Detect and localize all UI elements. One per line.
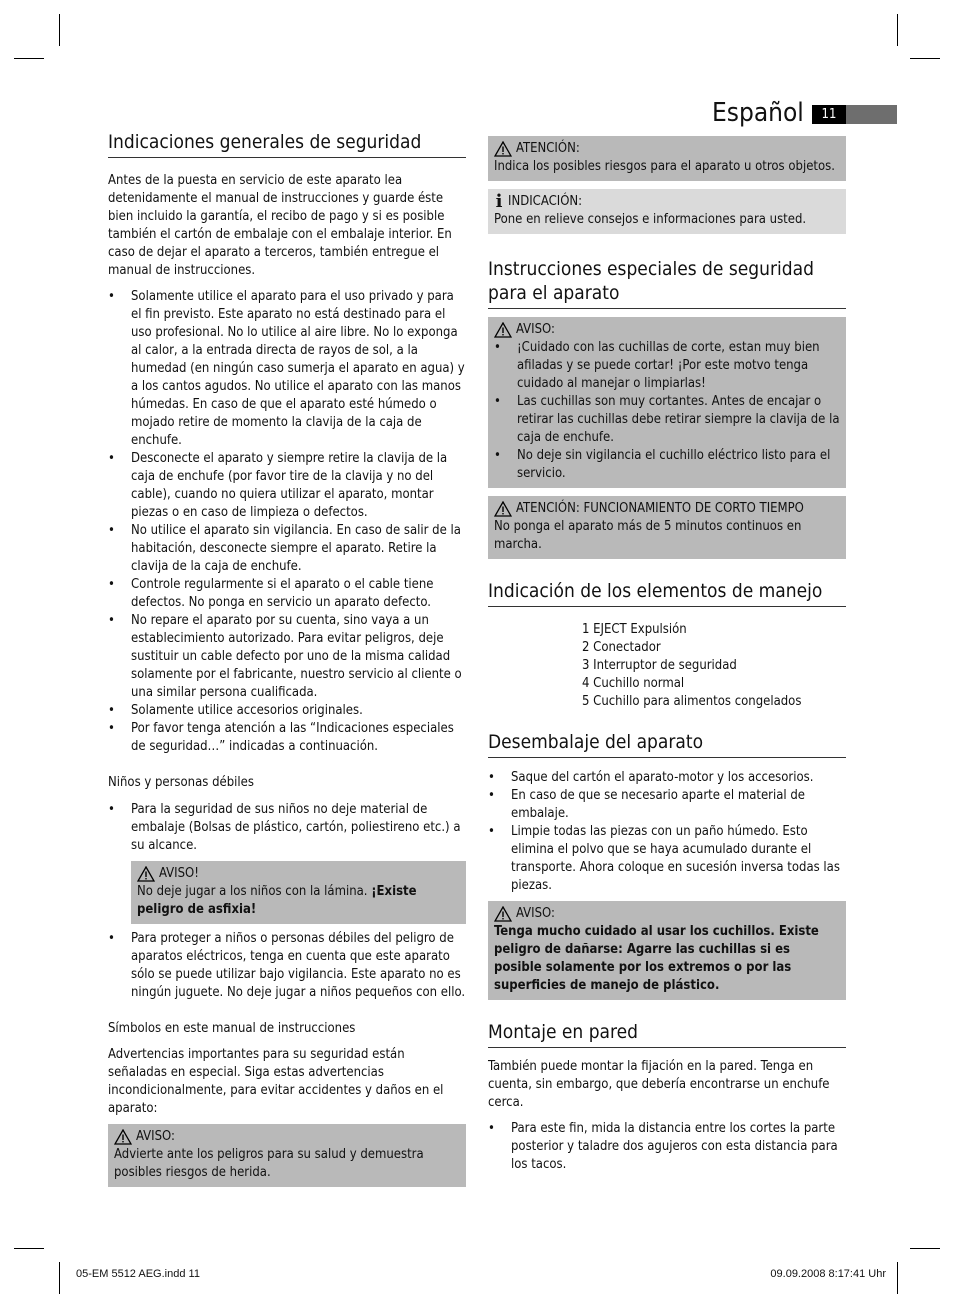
wall-list [488, 1120, 846, 1174]
warning-label: AVISO: [136, 1129, 175, 1144]
list-item: • ¡Cuidado con las cuchillas de corte, estan muy bien afiladas y se puede cortar! ¡Por este motvo tenga cuidado al manejar o limpiarlas! [494, 339, 840, 393]
intro-paragraph: Antes de la puesta en servicio de este aparato lea detenidamente el manual de instrucciones y guarde éste bien incluido la garantía, el recibo de pago y si es posible también el cartón de embalaje con el embalaje interior. En caso de dejar el aparato a terceros, también entregue el manual de instrucciones. [108, 173, 452, 278]
crop-mark [59, 1262, 60, 1294]
list-item: • Saque del cartón el aparato-motor y los accesorios. [488, 769, 846, 787]
crop-mark [14, 58, 44, 59]
list-item: • Para la seguridad de sus niños no deje material de embalaje (Bolsas de plástico, cartón, poliestireno etc.) a su alcance. [108, 801, 466, 855]
symbols-warning-box [108, 1124, 466, 1187]
crop-mark [14, 1248, 44, 1249]
list-item: • No repare el aparato por su cuenta, sino vaya a un establecimiento autorizado. Para evitar peligros, deje sustituir un cable defecto por uno de la misma calidad solamente por el fabricante, nuestro servicio al cliente o una similar persona cualificada. [108, 612, 466, 702]
unpack-warning-box [488, 901, 846, 1000]
list-item: 5 Cuchillo para alimentos congelados [582, 694, 802, 709]
safety-bullet-list [108, 288, 466, 756]
list-item: 2 Conectador [582, 640, 661, 655]
crop-mark [910, 1248, 940, 1249]
list-item: • Solamente utilice accesorios originales. [108, 702, 466, 720]
list-item: 3 Interruptor de seguridad [582, 658, 737, 673]
warning-text: Advierte ante los peligros para su salud y demuestra posibles riesgos de herida. [114, 1147, 424, 1180]
info-icon: i [495, 191, 503, 212]
symbols-subheading: Símbolos en este manual de instrucciones [108, 1021, 356, 1036]
list-item: • Para proteger a niños o personas débiles del peligro de aparatos eléctricos, tenga en cuenta que este aparato sólo se puede utilizar bajo vigilancia. Este aparato no es ningún juguete. No deje jugar a niños pequeños con ello. [108, 930, 466, 1002]
special-warning-list [494, 339, 840, 483]
list-item: 1 EJECT Expulsión [582, 622, 687, 637]
section-title-wall-mounting: Montaje en pared [488, 1020, 846, 1048]
language-title: Español [712, 98, 804, 128]
crop-mark [910, 58, 940, 59]
warning-label: AVISO! [159, 866, 199, 881]
section-title-elements: Indicación de los elementos de manejo [488, 579, 846, 607]
page-number: 11 [812, 105, 846, 124]
list-item: • Solamente utilice el aparato para el uso privado y para el fin previsto. Este aparato no está destinado para el uso profesional. No lo utilice al aire libre. No lo exponga al calor, a la entrada directa de rayos de sol, a la humedad (en ningún caso sumerja el aparato en agua) y a los cantos agudos. No utilice el aparato con las manos húmedas. En caso de que el aparato esté húmedo o mojado retire de momento la clavija de la caja de enchufe. [108, 288, 466, 450]
warning-label: AVISO: [516, 322, 555, 337]
list-item: • Las cuchillas son muy cortantes. Antes de encajar o retirar las cuchillas debe retirar siempre la clavija de la caja de enchufe. [494, 393, 840, 447]
list-item: • No deje sin vigilancia el cuchillo eléctrico listo para el servicio. [494, 447, 840, 483]
footer-date: 09.09.2008 8:17:41 Uhr [770, 1268, 886, 1280]
warning-text: Tenga mucho cuidado al usar los cuchillos. Existe peligro de dañarse: Agarre las cuchillas si es posible solamente por los extremos o por las superficies de manejo de plástico. [494, 924, 819, 993]
children-bullet-list [108, 801, 466, 855]
short-time-box [488, 496, 846, 559]
wall-paragraph: También puede montar la fijación en la pared. Tenga en cuenta, sin embargo, que debería encontrarse un enchufe cerca. [488, 1059, 830, 1110]
indication-label: INDICACIÓN: [508, 194, 583, 209]
attention-box [488, 136, 846, 181]
crop-mark [897, 1262, 898, 1294]
list-item: 4 Cuchillo normal [582, 676, 685, 691]
symbols-paragraph: Advertencias importantes para su seguridad están señaladas en especial. Siga estas advertencias incondicionalmente, para evitar accidentes y daños en el aparato: [108, 1047, 444, 1116]
list-item: • No utilice el aparato sin vigilancia. En caso de salir de la habitación, desconecte siempre el aparato. Retire la clavija de la caja de enchufe. [108, 522, 466, 576]
warning-triangle-icon [114, 1129, 132, 1145]
warning-triangle-icon [137, 866, 155, 882]
warning-bold-text: ¡Existe peligro de asfixia! [137, 884, 417, 917]
short-time-text: No ponga el aparato más de 5 minutos continuos en marcha. [494, 519, 802, 552]
list-item: • Para este fin, mida la distancia entre los cortes la parte posterior y taladre dos agujeros con esta distancia para los tacos. [488, 1120, 846, 1174]
indication-text: Pone en relieve consejos e informaciones para usted. [494, 212, 807, 227]
warning-triangle-icon [494, 322, 512, 338]
attention-label: ATENCIÓN: [516, 141, 580, 156]
warning-text: No deje jugar a los niños con la lámina. [137, 884, 372, 899]
children-subheading: Niños y personas débiles [108, 775, 254, 790]
warning-label: AVISO: [516, 906, 555, 921]
unpack-list [488, 769, 846, 895]
list-item: • Desconecte el aparato y siempre retire la clavija de la caja de enchufe (por favor tire de la clavija y no del cable), cuando no quiera utilizar el aparato, montar piezas o en caso de limpieza o defectos. [108, 450, 466, 522]
short-time-label: ATENCIÓN: FUNCIONAMIENTO DE CORTO TIEMPO [516, 501, 804, 516]
section-title-special-safety: Instrucciones especiales de seguridad para el aparato [488, 257, 846, 309]
indication-box [488, 189, 846, 234]
list-item: • Limpie todas las piezas con un paño húmedo. Esto elimina el polvo que se haya acumulado durante el transporte. Ahora coloque en sucesión inversa todas las piezas. [488, 823, 846, 895]
warning-triangle-icon [494, 141, 512, 157]
crop-mark [59, 14, 60, 46]
list-item: • Controle regularmente si el aparato o el cable tiene defectos. No ponga en servicio un aparato defecto. [108, 576, 466, 612]
section-title-general-safety: Indicaciones generales de seguridad [108, 130, 466, 158]
elements-list [488, 621, 846, 711]
list-item: • Por favor tenga atención a las “Indicaciones especiales de seguridad…” indicadas a continuación. [108, 720, 466, 756]
list-item: • En caso de que se necesario aparte el material de embalaje. [488, 787, 846, 823]
right-column [488, 136, 846, 1174]
footer-file: 05-EM 5512 AEG.indd 11 [76, 1268, 200, 1280]
header-bar [846, 105, 897, 124]
section-title-unpacking: Desembalaje del aparato [488, 730, 846, 758]
left-column [108, 130, 466, 1187]
children-warning-box [131, 861, 466, 924]
warning-triangle-icon [494, 501, 512, 517]
crop-mark [897, 14, 898, 46]
attention-text: Indica los posibles riesgos para el aparato u otros objetos. [494, 159, 835, 174]
special-warning-box [488, 317, 846, 488]
children-bullet-list-2 [108, 930, 466, 1002]
warning-triangle-icon [494, 906, 512, 922]
